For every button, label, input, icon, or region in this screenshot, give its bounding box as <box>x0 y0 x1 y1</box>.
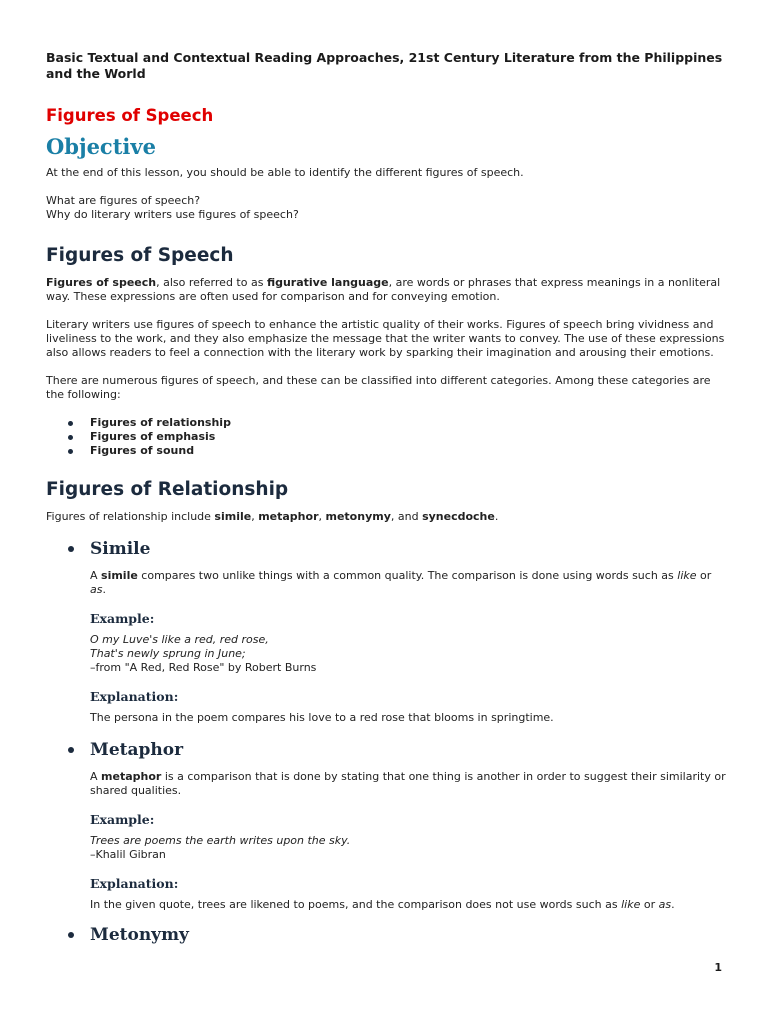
example-label: Example: <box>90 611 155 626</box>
explanation-label: Explanation: <box>90 689 179 704</box>
def-mid: compares two unlike things with a common quality. The comparison is done using words such as <box>137 569 678 582</box>
example-quote <box>90 633 726 675</box>
definition-mid: , also referred to as <box>156 276 267 289</box>
simile-section <box>46 538 726 725</box>
metonymy-title: Metonymy <box>90 925 189 945</box>
def-like: like <box>677 569 697 582</box>
def-pre: A <box>90 569 102 582</box>
metonymy-header <box>68 924 726 946</box>
exp-like: like <box>621 898 641 911</box>
exp-end: . <box>671 898 675 911</box>
metaphor-section <box>46 739 726 912</box>
list-item <box>68 416 726 430</box>
bullet-icon <box>68 932 74 938</box>
objective-text: At the end of this lesson, you should be able to identify the different figures of speech. <box>46 166 524 179</box>
intro-pre: Figures of relationship include <box>46 510 215 523</box>
definition-rest: , are words or phrases that express meanings in a nonliteral way. These expressions are often used for comparison and for conveying emotion. <box>46 276 721 303</box>
category-list <box>46 416 726 458</box>
question-1: What are figures of speech? <box>46 194 201 207</box>
page-number: 1 <box>714 961 722 974</box>
term-simile: simile <box>214 510 252 523</box>
bullet-icon <box>68 435 73 440</box>
category-label: Figures of relationship <box>90 416 231 429</box>
simile-definition <box>90 569 726 597</box>
def-end: . <box>102 583 106 596</box>
example-label: Example: <box>90 812 155 827</box>
topic-title: Figures of Speech <box>46 106 214 125</box>
bullet-icon <box>68 546 74 552</box>
objective-questions <box>46 194 726 222</box>
category-label: Figures of sound <box>90 444 195 457</box>
categories-intro: There are numerous figures of speech, and these can be classified into different categories. Among these categories are the following: <box>46 374 711 401</box>
explanation-text: The persona in the poem compares his love to a red rose that blooms in springtime. <box>90 711 554 724</box>
def-term: simile <box>101 569 138 582</box>
term-metonymy: metonymy <box>325 510 391 523</box>
purpose-paragraph: Literary writers use figures of speech to enhance the artistic quality of their works. Figures of speech bring vividness and liveliness to the work, and they also emphasize the message that the writer wants to convey. The use of these expressions also allows readers to feel a connection with the literary work by sparking their imagination and arousing their emotions. <box>46 318 725 359</box>
quote-source: –Khalil Gibran <box>90 848 166 861</box>
exp-pre: In the given quote, trees are likened to poems, and the comparison does not use words such as <box>90 898 622 911</box>
example-quote <box>90 834 726 862</box>
course-title: Basic Textual and Contextual Reading Approaches, 21st Century Literature from the Philippines and the World <box>46 50 723 81</box>
term-metaphor: metaphor <box>258 510 319 523</box>
bullet-icon <box>68 449 73 454</box>
definition-term-2: figurative language <box>266 276 389 289</box>
bullet-icon <box>68 421 73 426</box>
quote-line: That's newly sprung in June; <box>90 647 246 660</box>
exp-or: or <box>640 898 659 911</box>
def-or: or <box>696 569 712 582</box>
figures-of-speech-heading: Figures of Speech <box>46 245 234 266</box>
category-label: Figures of emphasis <box>90 430 216 443</box>
separator: , <box>318 510 326 523</box>
objective-heading: Objective <box>46 134 156 159</box>
figures-of-relationship-heading: Figures of Relationship <box>46 479 289 500</box>
def-as: as <box>90 583 103 596</box>
list-item <box>68 444 726 458</box>
metaphor-header <box>68 739 726 761</box>
metaphor-title: Metaphor <box>90 740 184 760</box>
intro-end: . <box>494 510 499 523</box>
simile-title: Simile <box>90 539 151 559</box>
document-page <box>46 50 726 946</box>
def-pre: A <box>90 770 102 783</box>
def-rest: is a comparison that is done by stating that one thing is another in order to suggest their similarity or shared qualities. <box>90 770 726 797</box>
quote-line: Trees are poems the earth writes upon the sky. <box>90 834 351 847</box>
list-item <box>68 430 726 444</box>
explanation-text <box>90 898 726 912</box>
metaphor-definition <box>90 770 726 798</box>
question-2: Why do literary writers use figures of speech? <box>46 208 299 221</box>
separator: , <box>251 510 259 523</box>
definition-paragraph <box>46 276 726 304</box>
term-synecdoche: synecdoche <box>422 510 495 523</box>
definition-term: Figures of speech <box>46 276 157 289</box>
quote-line: O my Luve's like a red, red rose, <box>90 633 269 646</box>
quote-source: –from "A Red, Red Rose" by Robert Burns <box>90 661 317 674</box>
relationship-intro <box>46 510 726 524</box>
exp-as: as <box>658 898 672 911</box>
def-term: metaphor <box>101 770 162 783</box>
explanation-label: Explanation: <box>90 876 179 891</box>
separator: , and <box>390 510 423 523</box>
simile-header <box>68 538 726 560</box>
bullet-icon <box>68 747 74 753</box>
metonymy-section <box>46 924 726 946</box>
